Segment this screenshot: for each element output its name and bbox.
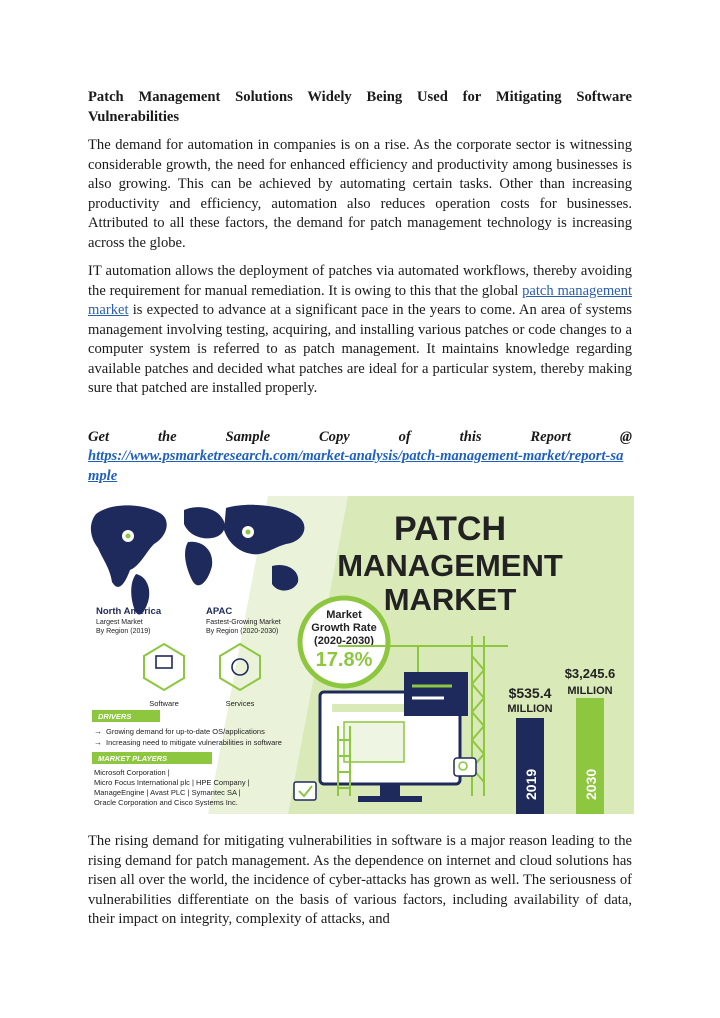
players-line-4: Oracle Corporation and Cisco Systems Inc. [94,798,238,807]
paragraph-2 [88,262,632,399]
value-2030-unit: MILLION [567,685,613,697]
arrow-icon: → [94,738,102,747]
players-line-3: ManageEngine | Avast PLC | Symantec SA | [94,788,241,797]
growth-rate-value: 17.8% [315,649,373,671]
monitor-base [358,796,422,802]
infographic-title-line-2: MANAGEMENT [337,548,563,583]
infographic-title-line-1: PATCH [393,510,507,548]
value-2019: $535.4 [508,685,552,701]
market-players-label: MARKET PLAYERS [98,754,168,763]
arrow-icon: → [94,727,102,736]
monitor-stand [380,784,400,798]
paragraph-2-end: is expected to advance at a significant pace in the years to come. An area of systems management involving testing, acquiring, and installing various patches or code changes to a computer system is referred to as patch management. It maintains knowledge regarding available patches and decided what patches are ideal for a particular system, thereby making sure that patched are installed properly. [88,302,632,396]
growth-rate-label-2: Growth Rate [311,622,377,634]
paragraph-3: The rising demand for mitigating vulnerabilities in software is a major reason leading to the rising demand for patch management. As the dependence on internet and cloud solutions has risen all over the world, the incidence of cyber-attacks has grown as well. The seriousness of vulnerabilities differentiate on the basis of various factors, including availability of data, their impact on integrity, complexity of attacks, and [88,833,632,927]
apac-sub-2: By Region (2020-2030) [206,628,279,635]
north-america-sub-2: By Region (2019) [96,628,151,635]
paragraph-2-start: IT automation allows the deployment of patches via automated workflows, thereby avoiding the requirement for manual remediation. It is owing to this that the global [88,263,632,299]
north-america-title: North America [96,606,162,617]
growth-rate-label-1: Market [326,609,362,621]
year-2019-label: 2019 [523,768,539,800]
article-heading: Patch Management Solutions Widely Being Used for Mitigating Software Vulnerabilities [88,89,632,125]
value-2019-unit: MILLION [507,703,553,715]
sample-report-link[interactable]: https://www.psmarketresearch.com/market-analysis/patch-management-market/report-sample [88,448,624,484]
infographic-title-line-3: MARKET [383,582,517,617]
checkmark-icon [294,782,316,800]
north-america-sub-1: Largest Market [96,619,143,626]
year-2030-label: 2030 [583,768,599,800]
apac-sub-1: Fastest-Growing Market [206,619,281,626]
patch-management-market-link[interactable]: patch management market [88,282,632,318]
driver-2: Increasing need to mitigate vulnerabilities in software [106,738,282,747]
growth-rate-period: (2020-2030) [314,635,374,647]
infographic-canvas [88,496,634,814]
get-sample-line: Get the Sample Copy of this Report @ [88,429,632,445]
magnifier-icon [454,758,476,776]
players-line-2: Micro Focus International plc | HPE Company | [94,778,250,787]
patch-management-infographic [88,496,634,814]
value-2030: $3,245.6 [564,666,616,681]
apac-title: APAC [206,606,233,617]
drivers-label: DRIVERS [98,712,132,721]
paragraph-1: The demand for automation in companies is on a rise. As the corporate sector is witnessing considerable growth, the need for enhanced efficiency and productivity among businesses is also growing. This can be achieved by automating certain tasks. Other than increasing productivity and efficiency, automation also reduces operation costs for businesses. Attributed to all these factors, the demand for patch management technology is increasing across the globe. [88,137,632,251]
software-icon [144,644,184,690]
software-label: Software [149,699,179,708]
floating-panel-icon [404,672,468,716]
monitor-window-icon [344,722,404,762]
players-line-1: Microsoft Corporation | [94,768,170,777]
services-label: Services [225,699,255,708]
driver-1: Growing demand for up-to-date OS/applications [106,727,265,736]
